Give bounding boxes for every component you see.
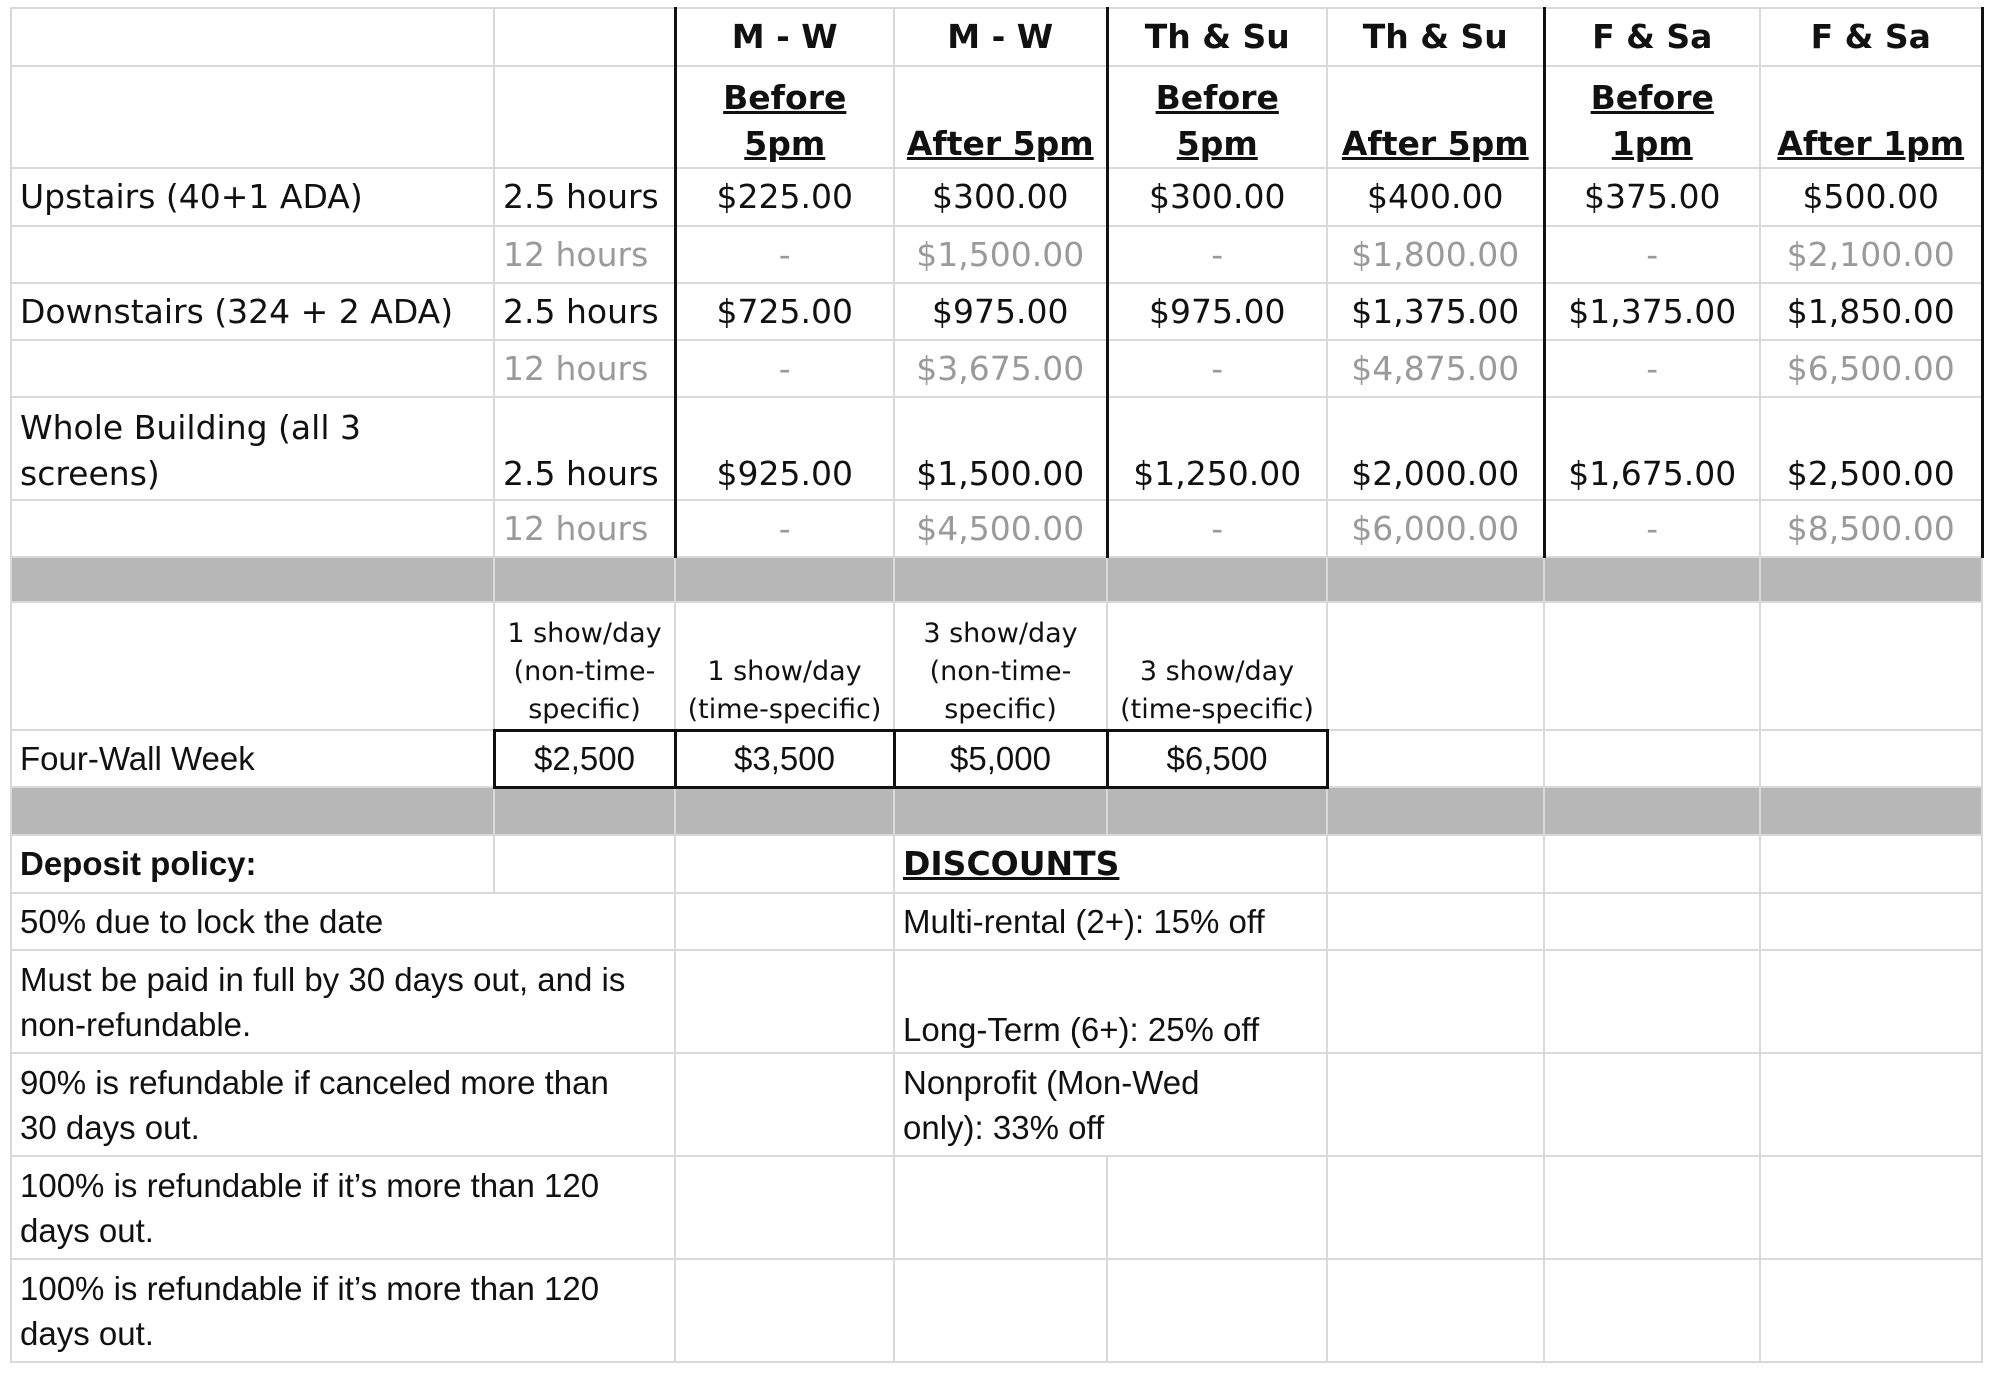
duration: 2.5 hours <box>494 283 675 340</box>
price-cell: - <box>675 500 894 557</box>
price-cell: - <box>1544 226 1760 283</box>
empty-cell <box>11 66 494 168</box>
empty-cell <box>1327 893 1544 950</box>
empty-cell <box>1760 730 1982 787</box>
empty-cell <box>675 950 894 1053</box>
duration: 12 hours <box>494 226 675 283</box>
time-header-cell: After 5pm <box>1327 66 1544 168</box>
empty-cell <box>1544 950 1760 1053</box>
price-cell: $4,500.00 <box>894 500 1107 557</box>
band-cell <box>11 557 494 602</box>
empty-cell <box>11 226 494 283</box>
price-cell: $975.00 <box>1107 283 1327 340</box>
band-cell <box>1760 787 1982 835</box>
price-cell: $1,800.00 <box>1327 226 1544 283</box>
price-cell: $725.00 <box>675 283 894 340</box>
room-name: Upstairs (40+1 ADA) <box>11 168 494 226</box>
deposit-policy-item: 50% due to lock the date <box>11 893 675 950</box>
empty-cell <box>11 8 494 66</box>
price-cell: $1,675.00 <box>1544 397 1760 500</box>
band-cell <box>11 787 494 835</box>
empty-cell <box>1544 893 1760 950</box>
empty-cell <box>1544 1053 1760 1156</box>
room-name: Whole Building (all 3 screens) <box>11 397 494 500</box>
four-wall-option: 3 show/day (non-time-specific) <box>894 602 1107 730</box>
policy-row <box>11 1156 1982 1259</box>
empty-cell <box>494 8 675 66</box>
empty-cell <box>1544 835 1760 893</box>
day-header-cell: M - W <box>894 8 1107 66</box>
rate-row <box>11 226 1982 283</box>
band-cell <box>1327 787 1544 835</box>
empty-cell <box>11 340 494 397</box>
policy-row <box>11 1053 1982 1156</box>
four-wall-option: 1 show/day (non-time-specific) <box>494 602 675 730</box>
time-header-cell: After 5pm <box>894 66 1107 168</box>
discount-item: Nonprofit (Mon-Wed only): 33% off <box>894 1053 1327 1156</box>
price-cell: $3,675.00 <box>894 340 1107 397</box>
price-cell: $1,850.00 <box>1760 283 1982 340</box>
four-wall-price: $3,500 <box>675 730 894 787</box>
price-cell: $1,250.00 <box>1107 397 1327 500</box>
rental-rates-sheet <box>10 7 1984 1363</box>
empty-cell <box>1760 1053 1982 1156</box>
price-cell: $2,100.00 <box>1760 226 1982 283</box>
band-cell <box>494 787 675 835</box>
empty-cell <box>1327 1156 1544 1259</box>
price-cell: $1,375.00 <box>1327 283 1544 340</box>
empty-cell <box>894 1156 1107 1259</box>
rate-row <box>11 397 1982 500</box>
empty-cell <box>1544 1156 1760 1259</box>
band-cell <box>1327 557 1544 602</box>
empty-cell <box>1327 602 1544 730</box>
duration: 12 hours <box>494 340 675 397</box>
rate-row <box>11 340 1982 397</box>
four-wall-price: $2,500 <box>494 730 675 787</box>
empty-cell <box>1327 1053 1544 1156</box>
policy-title-row <box>11 835 1982 893</box>
empty-cell <box>675 1156 894 1259</box>
deposit-policy-item: 100% is refundable if it’s more than 120 days out. <box>11 1156 675 1259</box>
deposit-policy-item: 100% is refundable if it’s more than 120 days out. <box>11 1259 675 1362</box>
four-wall-price: $6,500 <box>1107 730 1327 787</box>
time-header-cell: Before 5pm <box>1107 66 1327 168</box>
band-cell <box>675 557 894 602</box>
price-cell: $1,500.00 <box>894 226 1107 283</box>
empty-cell <box>1544 602 1760 730</box>
empty-cell <box>1760 602 1982 730</box>
four-wall-options-row <box>11 602 1982 730</box>
day-header-row <box>11 8 1982 66</box>
band-cell <box>1544 787 1760 835</box>
empty-cell <box>1107 1259 1327 1362</box>
policy-row <box>11 1259 1982 1362</box>
discount-item: Multi-rental (2+): 15% off <box>894 893 1327 950</box>
band-cell <box>1760 557 1982 602</box>
room-name: Downstairs (324 + 2 ADA) <box>11 283 494 340</box>
price-cell: $6,000.00 <box>1327 500 1544 557</box>
rate-row <box>11 168 1982 226</box>
empty-cell <box>675 1259 894 1362</box>
empty-cell <box>1760 893 1982 950</box>
price-cell: $225.00 <box>675 168 894 226</box>
price-cell: $1,375.00 <box>1544 283 1760 340</box>
price-cell: $500.00 <box>1760 168 1982 226</box>
price-cell: $400.00 <box>1327 168 1544 226</box>
price-cell: $375.00 <box>1544 168 1760 226</box>
empty-cell <box>11 602 494 730</box>
rate-row <box>11 500 1982 557</box>
day-header-cell: Th & Su <box>1107 8 1327 66</box>
deposit-policy-item: Must be paid in full by 30 days out, and is non-refundable. <box>11 950 675 1053</box>
empty-cell <box>1327 950 1544 1053</box>
price-cell: - <box>675 340 894 397</box>
price-cell: $925.00 <box>675 397 894 500</box>
price-cell: $6,500.00 <box>1760 340 1982 397</box>
time-header-cell: Before 5pm <box>675 66 894 168</box>
deposit-policy-item: 90% is refundable if canceled more than 30 days out. <box>11 1053 675 1156</box>
separator-band <box>11 557 1982 602</box>
time-header-cell: Before 1pm <box>1544 66 1760 168</box>
price-cell: $8,500.00 <box>1760 500 1982 557</box>
band-cell <box>494 557 675 602</box>
empty-cell <box>1544 1259 1760 1362</box>
empty-cell <box>1327 730 1544 787</box>
discount-item: Long-Term (6+): 25% off <box>894 950 1327 1053</box>
deposit-policy-title: Deposit policy: <box>11 835 494 893</box>
band-cell <box>894 787 1107 835</box>
discounts-title: DISCOUNTS <box>894 835 1327 893</box>
price-cell: - <box>1544 340 1760 397</box>
four-wall-option: 3 show/day (time-specific) <box>1107 602 1327 730</box>
band-cell <box>675 787 894 835</box>
day-header-cell: M - W <box>675 8 894 66</box>
empty-cell <box>675 893 894 950</box>
price-cell: $1,500.00 <box>894 397 1107 500</box>
price-cell: $300.00 <box>1107 168 1327 226</box>
four-wall-option: 1 show/day (time-specific) <box>675 602 894 730</box>
empty-cell <box>11 500 494 557</box>
day-header-cell: Th & Su <box>1327 8 1544 66</box>
band-cell <box>1107 787 1327 835</box>
price-cell: - <box>1107 226 1327 283</box>
policy-row <box>11 950 1982 1053</box>
empty-cell <box>1327 1259 1544 1362</box>
empty-cell <box>1760 1259 1982 1362</box>
time-header-cell: After 1pm <box>1760 66 1982 168</box>
four-wall-price-row <box>11 730 1982 787</box>
price-cell: $975.00 <box>894 283 1107 340</box>
empty-cell <box>1327 835 1544 893</box>
price-cell: $2,000.00 <box>1327 397 1544 500</box>
empty-cell <box>1544 730 1760 787</box>
empty-cell <box>1760 950 1982 1053</box>
day-header-cell: F & Sa <box>1760 8 1982 66</box>
empty-cell <box>494 835 675 893</box>
four-wall-price: $5,000 <box>894 730 1107 787</box>
price-cell: - <box>1107 340 1327 397</box>
price-cell: $4,875.00 <box>1327 340 1544 397</box>
empty-cell <box>494 66 675 168</box>
four-wall-label: Four-Wall Week <box>11 730 494 787</box>
duration: 2.5 hours <box>494 397 675 500</box>
empty-cell <box>675 835 894 893</box>
rate-row <box>11 283 1982 340</box>
policy-row <box>11 893 1982 950</box>
price-cell: $2,500.00 <box>1760 397 1982 500</box>
separator-band <box>11 787 1982 835</box>
empty-cell <box>1760 835 1982 893</box>
day-header-cell: F & Sa <box>1544 8 1760 66</box>
price-cell: - <box>675 226 894 283</box>
time-header-row <box>11 66 1982 168</box>
duration: 2.5 hours <box>494 168 675 226</box>
price-cell: - <box>1544 500 1760 557</box>
empty-cell <box>1107 1156 1327 1259</box>
empty-cell <box>1760 1156 1982 1259</box>
band-cell <box>1107 557 1327 602</box>
price-cell: $300.00 <box>894 168 1107 226</box>
empty-cell <box>675 1053 894 1156</box>
band-cell <box>894 557 1107 602</box>
duration: 12 hours <box>494 500 675 557</box>
band-cell <box>1544 557 1760 602</box>
empty-cell <box>894 1259 1107 1362</box>
price-cell: - <box>1107 500 1327 557</box>
